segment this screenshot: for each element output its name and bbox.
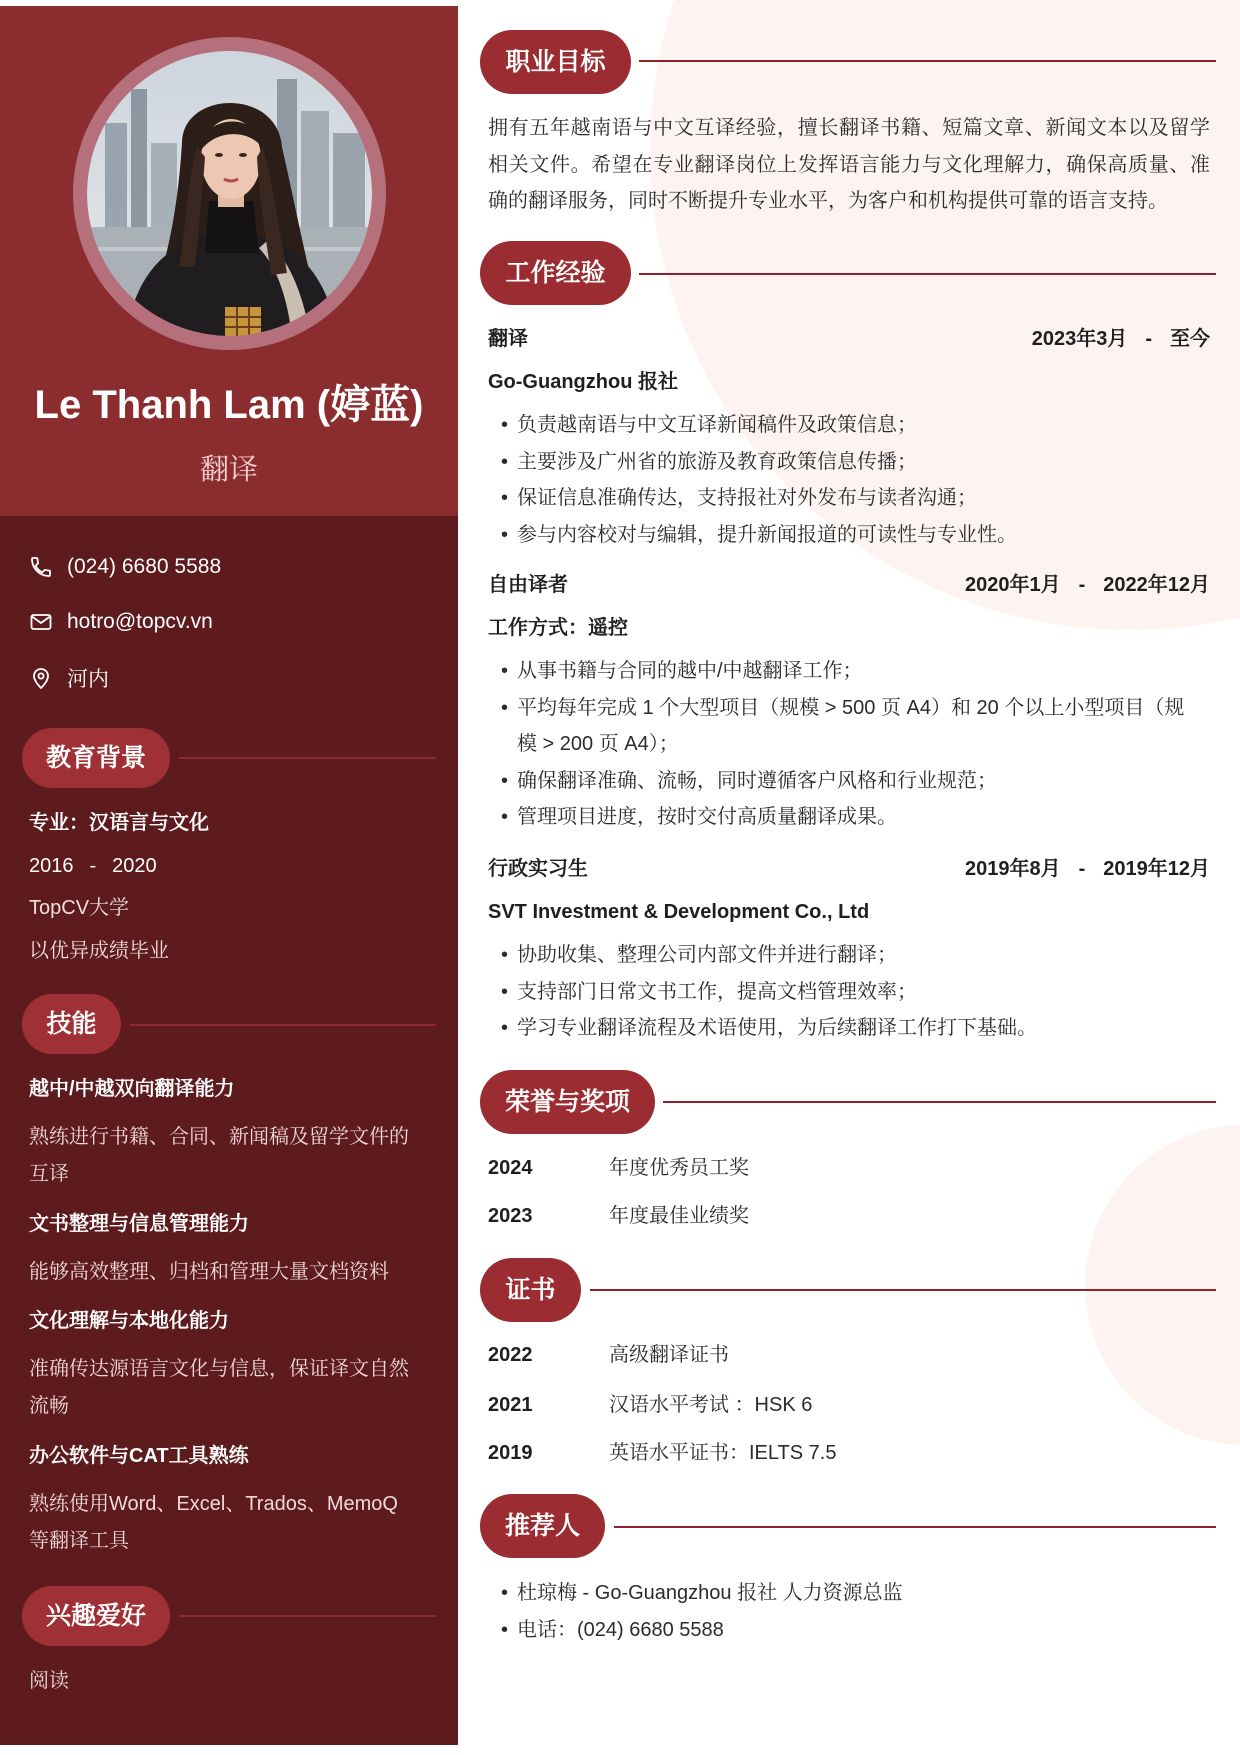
job-header	[488, 321, 1210, 357]
skill-description: 熟练进行书籍、合同、新闻稿及留学文件的	[29, 1126, 409, 1148]
job-role: 行政实习生	[488, 858, 588, 880]
job-dates	[965, 851, 1210, 887]
bullet-text: • 支持部门日常文书工作，提高文档管理效率；	[517, 980, 917, 1003]
location-text: 河内	[67, 668, 109, 691]
award-name: 年度最佳业绩奖	[609, 1205, 749, 1227]
job-organization: SVT Investment & Development Co., Ltd	[488, 901, 870, 923]
skill-title: 越中/中越双向翻译能力	[29, 1078, 235, 1100]
references-heading: 推荐人	[480, 1494, 605, 1558]
education-dates	[29, 845, 429, 888]
location-pin-icon	[29, 666, 53, 690]
job-bullet	[488, 937, 1210, 974]
bullet-text: • 管理项目进度，按时交付高质量翻译成果。	[517, 806, 897, 828]
job-bullet	[488, 974, 1210, 1011]
job-entry	[488, 321, 1210, 553]
email-text: hotro@topcv.vn	[67, 610, 213, 633]
job-end: 2019年12月	[1103, 858, 1210, 880]
bullet-text: • 平均每年完成 1 个大型项目（规模 > 500 页 A4）和 20 个以上小型项目（规	[517, 696, 1185, 719]
objective-line: 拥有五年越南语与中文互译经验，擅长翻译书籍、短篇文章、新闻文本以及留学	[488, 117, 1210, 139]
reference-item	[488, 1612, 1210, 1649]
education-end: 2020	[112, 854, 157, 877]
job-organization: Go-Guangzhou 报社	[488, 371, 678, 393]
phone-text: (024) 6680 5588	[67, 555, 222, 578]
award-row	[488, 1150, 749, 1186]
job-work-mode: 工作方式：遥控	[488, 617, 628, 639]
candidate-title: 翻译	[199, 454, 258, 486]
skill-item	[29, 1303, 439, 1425]
skills-list	[29, 1071, 439, 1572]
phone-icon	[29, 555, 53, 579]
bullet-text: • 确保翻译准确、流畅，同时遵循客户风格和行业规范；	[517, 769, 997, 792]
job-entry	[488, 567, 1210, 836]
references-divider	[614, 1526, 1216, 1528]
main-content	[458, 0, 1240, 1755]
job-end: 2022年12月	[1103, 574, 1210, 596]
education-school: TopCV大学	[29, 897, 130, 919]
job-end: 至今	[1170, 328, 1210, 350]
date-separator: -	[1078, 574, 1086, 596]
bullet-text: • 参与内容校对与编辑，提升新闻报道的可读性与专业性。	[517, 523, 1017, 546]
job-dates	[965, 567, 1210, 603]
sidebar	[0, 0, 458, 1745]
education-start: 2016	[29, 854, 74, 877]
certificate-row	[488, 1435, 836, 1471]
bullet-text: • 负责越南语与中文互译新闻稿件及政策信息；	[517, 414, 917, 436]
objective-text	[488, 110, 1210, 220]
objective-line: 确的翻译服务，同时不断提升专业水平，为客户和机构提供可靠的语言支持。	[488, 190, 1168, 212]
experience-heading: 工作经验	[480, 241, 631, 305]
objective-heading: 职业目标	[480, 30, 631, 94]
contact-location	[29, 660, 109, 696]
skill-title: 办公软件与CAT工具熟练	[29, 1444, 249, 1467]
job-bullet	[488, 444, 1210, 481]
job-bullet	[488, 1010, 1210, 1047]
candidate-name: Le Thanh Lam (婷蓝)	[34, 383, 424, 427]
job-bullet	[488, 653, 1210, 690]
objective-divider	[639, 60, 1216, 62]
profile-photo	[87, 51, 372, 336]
certificate-name: 高级翻译证书	[609, 1344, 729, 1366]
award-name: 年度优秀员工奖	[609, 1157, 749, 1179]
skill-item	[29, 1438, 439, 1560]
bullet-text-continued: 模 > 200 页 A4）；	[517, 733, 679, 755]
skill-description: 流畅	[29, 1395, 69, 1417]
bullet-text: • 协助收集、整理公司内部文件并进行翻译；	[517, 944, 897, 966]
job-dates	[1032, 321, 1210, 357]
awards-heading: 荣誉与奖项	[480, 1070, 655, 1134]
date-separator: -	[1145, 328, 1152, 350]
date-separator: -	[89, 854, 97, 877]
job-start: 2023年3月	[1031, 328, 1128, 350]
job-start: 2019年8月	[964, 858, 1061, 880]
award-year: 2023	[488, 1205, 533, 1227]
reference-phone: • 电话：(024) 6680 5588	[517, 1619, 724, 1641]
education-divider	[179, 757, 436, 759]
certificate-row	[488, 1337, 729, 1373]
job-entry	[488, 851, 1210, 1047]
certificate-year: 2021	[488, 1394, 533, 1416]
skill-title: 文书整理与信息管理能力	[29, 1212, 249, 1235]
certificate-name: 汉语水平考试 ：HSK 6	[609, 1394, 813, 1416]
skill-description: 准确传达源语言文化与信息，保证译文自然	[29, 1358, 409, 1380]
education-section	[29, 802, 429, 972]
mail-icon	[29, 610, 53, 634]
contact-phone	[29, 549, 221, 585]
bullet-text: • 主要涉及广州省的旅游及教育政策信息传播；	[517, 450, 917, 473]
contact-email	[29, 604, 213, 640]
job-role: 自由译者	[488, 574, 568, 596]
experience-divider	[639, 273, 1216, 275]
skill-title: 文化理解与本地化能力	[29, 1310, 229, 1332]
reference-item	[488, 1575, 1210, 1612]
award-row	[488, 1198, 749, 1234]
job-role: 翻译	[488, 328, 528, 350]
certificate-year: 2019	[488, 1442, 533, 1464]
date-separator: -	[1078, 858, 1086, 880]
job-start: 2020年1月	[964, 574, 1061, 596]
objective-line: 相关文件。希望在专业翻译岗位上发挥语言能力与文化理解力，确保高质量、准	[488, 153, 1210, 176]
job-header	[488, 851, 1210, 887]
education-major: 专业：汉语言与文化	[29, 812, 209, 834]
job-bullet	[488, 480, 1210, 517]
skill-item	[29, 1206, 439, 1291]
award-year: 2024	[488, 1157, 533, 1179]
references-list	[488, 1575, 1210, 1649]
certificates-divider	[590, 1289, 1216, 1291]
reference-name: • 杜琼梅 - Go-Guangzhou 报社 人力资源总监	[517, 1582, 903, 1604]
skill-description: 熟练使用Word、Excel、Trados、MemoQ	[29, 1492, 398, 1515]
certificate-name: 英语水平证书：IELTS 7.5	[609, 1442, 837, 1464]
interest-item: 阅读	[29, 1670, 69, 1692]
skill-description: 等翻译工具	[29, 1529, 129, 1552]
job-bullet	[488, 690, 1210, 763]
job-bullet	[488, 517, 1210, 554]
education-heading: 教育背景	[22, 728, 170, 788]
job-header	[488, 567, 1210, 603]
interests-heading: 兴趣爱好	[22, 1586, 170, 1646]
job-bullet	[488, 763, 1210, 800]
certificate-year: 2022	[488, 1344, 533, 1366]
skill-description: 互译	[29, 1163, 69, 1185]
interests-divider	[179, 1615, 436, 1617]
bullet-text: • 学习专业翻译流程及术语使用，为后续翻译工作打下基础。	[517, 1017, 1037, 1039]
skill-description: 能够高效整理、归档和管理大量文档资料	[29, 1260, 389, 1283]
skill-item	[29, 1071, 439, 1193]
profile-photo-frame	[73, 37, 386, 350]
decorative-circle	[1085, 1125, 1240, 1445]
job-bullet	[488, 407, 1210, 444]
awards-divider	[663, 1101, 1216, 1103]
skills-heading: 技能	[22, 994, 121, 1054]
certificates-heading: 证书	[480, 1258, 581, 1322]
bullet-text: • 从事书籍与合同的越中/中越翻译工作；	[517, 660, 863, 682]
education-note: 以优异成绩毕业	[29, 939, 169, 962]
skills-divider	[130, 1024, 436, 1026]
certificate-row	[488, 1387, 812, 1423]
bullet-text: • 保证信息准确传达，支持报社对外发布与读者沟通；	[517, 487, 977, 509]
job-bullet	[488, 799, 1210, 836]
